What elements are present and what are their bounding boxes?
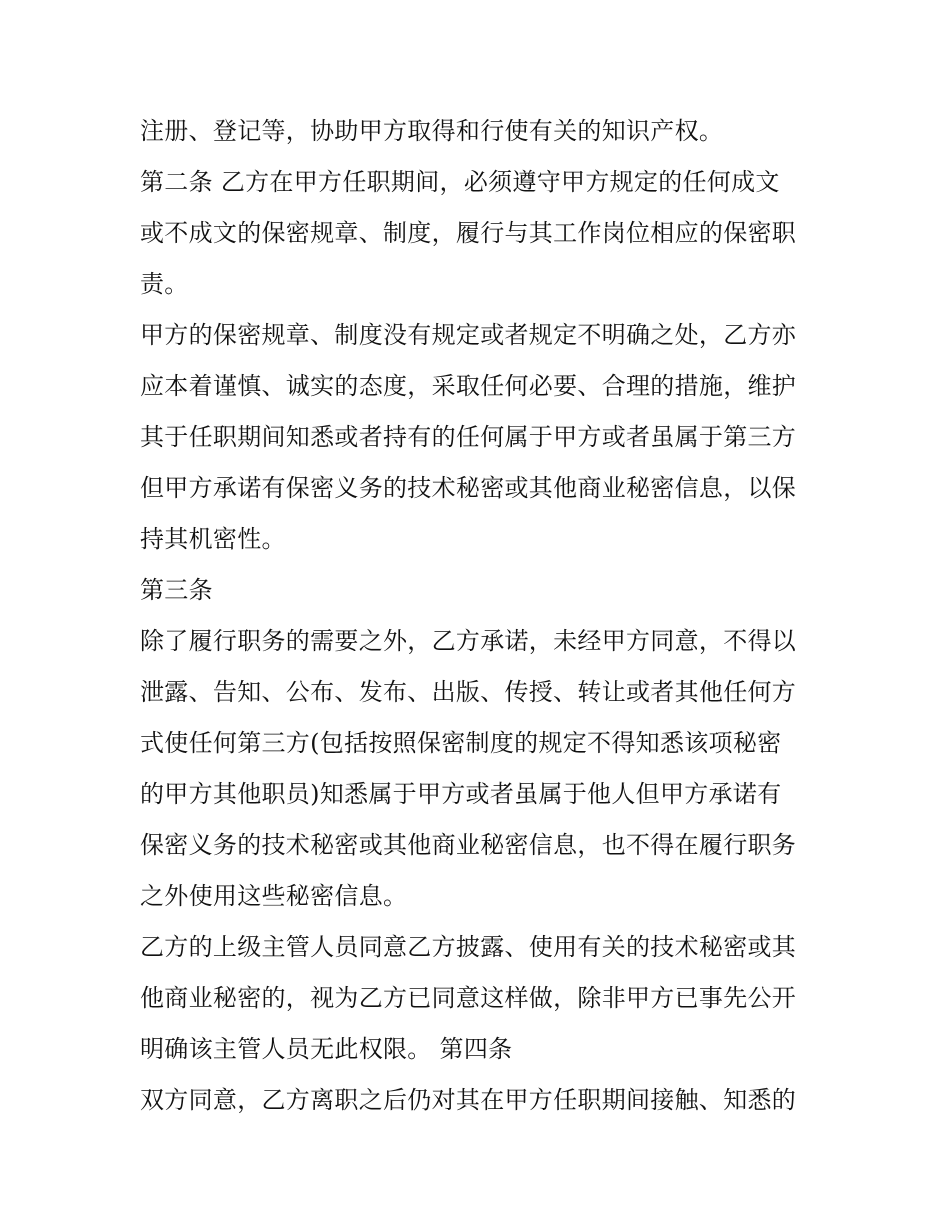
text-line: 注册、登记等，协助甲方取得和行使有关的知识产权。 — [140, 117, 724, 145]
section-heading: 第三条 — [140, 576, 213, 604]
text-line: 应本着谨慎、诚实的态度，采取任何必要、合理的措施，维护 — [140, 372, 797, 400]
text-line: 持其机密性。 — [140, 525, 286, 553]
text-line: 甲方的保密规章、制度没有规定或者规定不明确之处，乙方亦 — [140, 321, 797, 349]
text-line: 乙方的上级主管人员同意乙方披露、使用有关的技术秘密或其 — [140, 933, 797, 961]
text-line: 明确该主管人员无此权限。 第四条 — [140, 1035, 513, 1063]
text-line: 双方同意，乙方离职之后仍对其在甲方任职期间接触、知悉的 — [140, 1086, 797, 1114]
text-line: 除了履行职务的需要之外，乙方承诺，未经甲方同意，不得以 — [140, 627, 797, 655]
text-line: 的甲方其他职员)知悉属于甲方或者虽属于他人但甲方承诺有 — [140, 780, 782, 808]
text-line: 第二条 乙方在甲方任职期间，必须遵守甲方规定的任何成文 — [140, 168, 780, 196]
text-line: 但甲方承诺有保密义务的技术秘密或其他商业秘密信息，以保 — [140, 474, 797, 502]
text-line: 之外使用这些秘密信息。 — [140, 882, 408, 910]
document-body — [140, 106, 830, 1126]
text-line: 或不成文的保密规章、制度，履行与其工作岗位相应的保密职 — [140, 219, 797, 247]
text-line: 责。 — [140, 270, 189, 298]
text-line: 他商业秘密的，视为乙方已同意这样做，除非甲方已事先公开 — [140, 984, 797, 1012]
text-line: 其于任职期间知悉或者持有的任何属于甲方或者虽属于第三方 — [140, 423, 797, 451]
text-line: 保密义务的技术秘密或其他商业秘密信息，也不得在履行职务 — [140, 831, 797, 859]
text-line: 式使任何第三方(包括按照保密制度的规定不得知悉该项秘密 — [140, 729, 782, 757]
text-line: 泄露、告知、公布、发布、出版、传授、转让或者其他任何方 — [140, 678, 797, 706]
